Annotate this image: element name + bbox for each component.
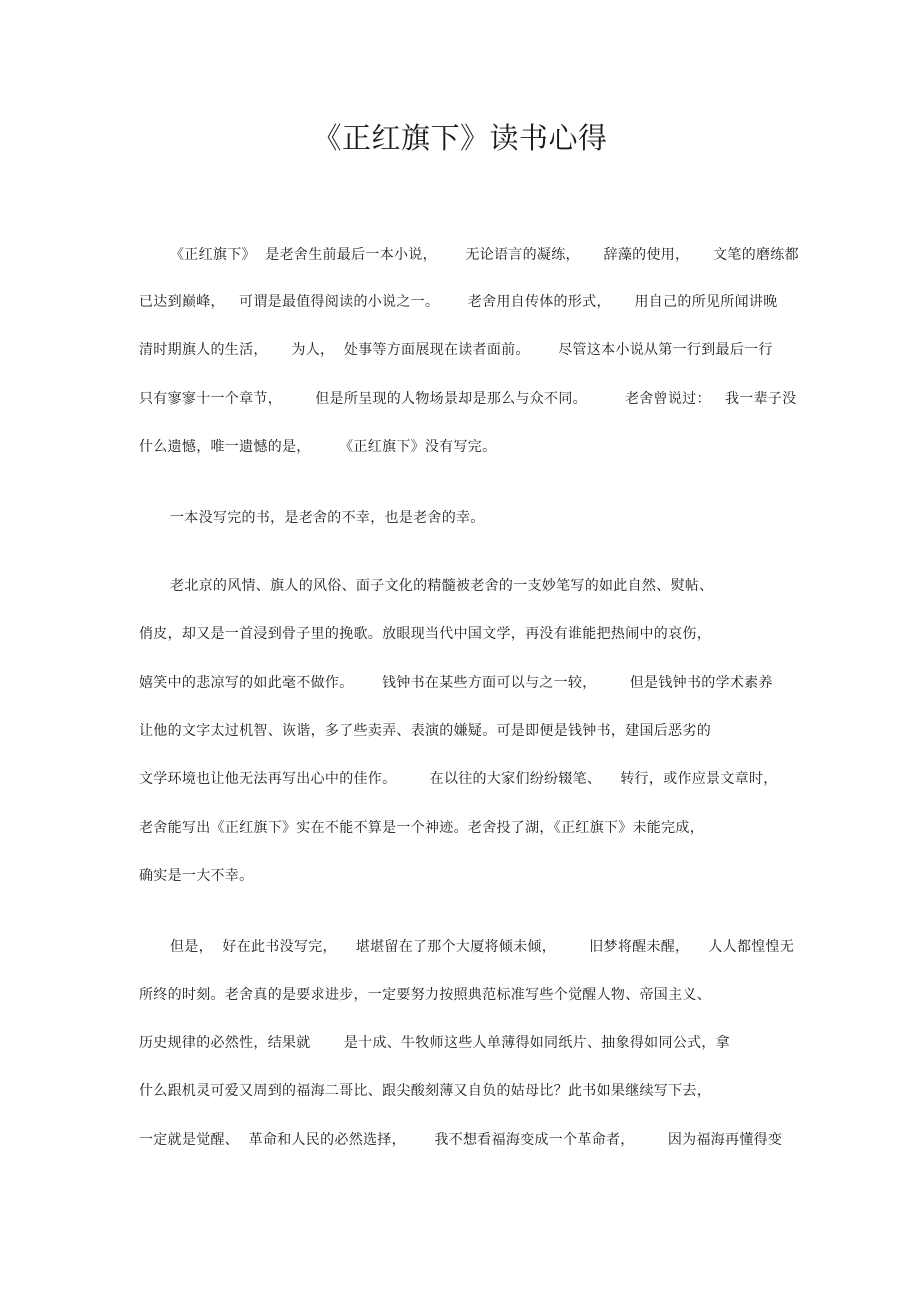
paragraph-1-line-2: 已达到巅峰， 可谓是最值得阅读的小说之一。 老舍用自传体的形式， 用自己的所见所闻讲晚 [139,294,778,310]
paragraph-3-line-1: 老北京的风情、旗人的风俗、面子文化的精髓被老舍的一支妙笔写的如此自然、熨帖、 [170,578,714,594]
paragraph-3-line-4: 让他的文字太过机智、诙谐，多了些卖弄、表演的嫌疑。可是即便是钱钟书，建国后恶劣的 [139,723,711,739]
paragraph-3-line-3: 嬉笑中的悲凉写的如此毫不做作。 钱钟书在某些方面可以与之一较， 但是钱钟书的学术素养 [139,675,773,691]
paragraph-4-line-5: 一定就是觉醒、 革命和人民的必然选择， 我不想看福海变成一个革命者， 因为福海再懂得变 [139,1132,783,1148]
page-title: 《正红旗下》读书心得 [312,121,608,155]
paragraph-4-line-1: 但是， 好在此书没写完， 堪堪留在了那个大厦将倾未倾， 旧梦将醒未醒， 人人都惶惶无 [170,939,795,955]
paragraph-3-line-2: 俏皮，却又是一首浸到骨子里的挽歌。放眼现当代中国文学，再没有谁能把热闹中的哀伤， [139,626,711,642]
paragraph-4-line-4: 什么跟机灵可爱又周到的福海二哥比、跟尖酸刻薄又自负的姑母比？此书如果继续写下去， [139,1083,711,1099]
paragraph-1-line-1: 《正红旗下》 是老舍生前最后一本小说， 无论语言的凝练， 辞藻的使用， 文笔的磨练都 [170,247,799,263]
paragraph-1-line-5: 什么遗憾，唯一遗憾的是， 《正红旗下》没有写完。 [139,439,497,455]
paragraph-3-line-5: 文学环境也让他无法再写出心中的佳作。 在以往的大家们纷纷辍笔、 转行，或作应景文章时， [139,771,778,787]
paragraph-1-line-3: 清时期旗人的生活， 为人， 处事等方面展现在读者面前。 尽管这本小说从第一行到最后一行 [139,342,773,358]
paragraph-4-line-3: 历史规律的必然性，结果就 是十成、牛牧师这些人单薄得如同纸片、抽象得如同公式，拿 [139,1035,730,1051]
paragraph-4-line-2: 所终的时刻。老舍真的是要求进步，一定要努力按照典范标准写些个觉醒人物、帝国主义、 [139,987,711,1003]
paragraph-3-line-7: 确实是一大不幸。 [139,868,254,884]
paragraph-3-line-6: 老舍能写出《正红旗下》实在不能不算是一个神迹。老舍投了湖，《正红旗下》未能完成， [139,820,704,836]
paragraph-1-line-4: 只有寥寥十一个章节， 但是所呈现的人物场景却是那么与众不同。 老舍曾说过： 我一辈子没 [139,391,797,407]
paragraph-2-line-1: 一本没写完的书，是老舍的不幸，也是老舍的幸。 [170,510,485,526]
